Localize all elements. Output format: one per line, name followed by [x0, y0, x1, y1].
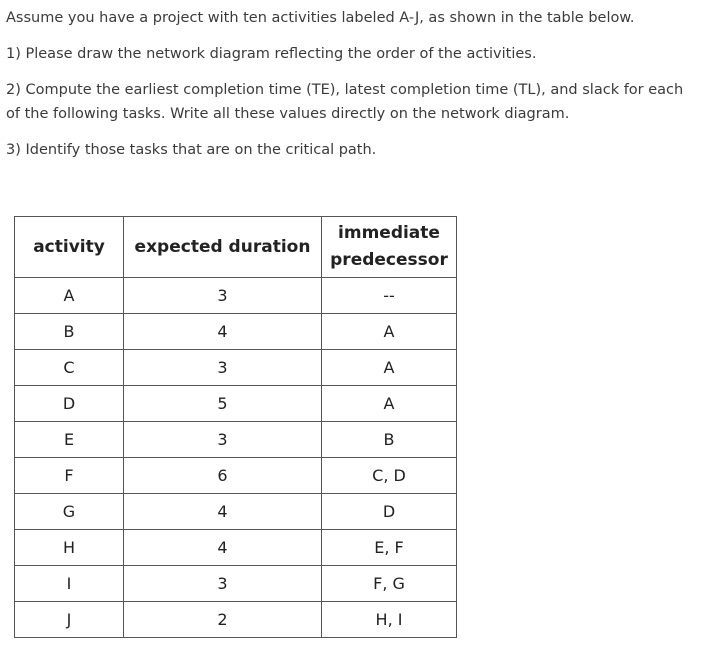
cell-activity: G: [15, 494, 124, 530]
intro-text: Assume you have a project with ten activities labeled A-J, as shown in the table below.: [6, 10, 635, 26]
table-row: [15, 278, 457, 314]
cell-activity: C: [15, 350, 124, 386]
cell-duration: 4: [124, 494, 322, 530]
cell-duration: 2: [124, 602, 322, 638]
table-row: [15, 314, 457, 350]
cell-activity: H: [15, 530, 124, 566]
cell-duration: 3: [124, 422, 322, 458]
table-row: [15, 350, 457, 386]
cell-activity: J: [15, 602, 124, 638]
cell-activity: A: [15, 278, 124, 314]
table-row: [15, 458, 457, 494]
cell-activity: D: [15, 386, 124, 422]
table-row: [15, 530, 457, 566]
question-3: 3) Identify those tasks that are on the critical path.: [6, 142, 377, 158]
cell-duration: 3: [124, 350, 322, 386]
header-predecessor-line2: predecessor: [330, 250, 448, 270]
header-immediate-predecessor: [322, 217, 457, 278]
activity-table: [14, 216, 457, 638]
table-row: [15, 422, 457, 458]
cell-predecessor: A: [322, 350, 457, 386]
cell-predecessor: C, D: [322, 458, 457, 494]
cell-duration: 4: [124, 314, 322, 350]
cell-activity: I: [15, 566, 124, 602]
cell-activity: E: [15, 422, 124, 458]
cell-duration: 3: [124, 278, 322, 314]
table-row: [15, 386, 457, 422]
header-activity: activity: [15, 217, 124, 278]
table-header-row: [15, 217, 457, 278]
cell-activity: B: [15, 314, 124, 350]
cell-predecessor: --: [322, 278, 457, 314]
cell-duration: 3: [124, 566, 322, 602]
question-1: 1) Please draw the network diagram reflecting the order of the activities.: [6, 46, 537, 62]
cell-duration: 4: [124, 530, 322, 566]
cell-predecessor: E, F: [322, 530, 457, 566]
cell-predecessor: A: [322, 314, 457, 350]
cell-predecessor: H, I: [322, 602, 457, 638]
table-row: [15, 494, 457, 530]
cell-predecessor: A: [322, 386, 457, 422]
cell-activity: F: [15, 458, 124, 494]
header-expected-duration: expected duration: [124, 217, 322, 278]
cell-predecessor: D: [322, 494, 457, 530]
cell-predecessor: B: [322, 422, 457, 458]
table-row: [15, 566, 457, 602]
header-predecessor-line1: immediate: [338, 223, 440, 243]
question-2: 2) Compute the earliest completion time (TE), latest completion time (TL), and slack for each of the following tasks. Write all these values directly on the network diagram.: [6, 82, 684, 122]
cell-predecessor: F, G: [322, 566, 457, 602]
cell-duration: 5: [124, 386, 322, 422]
cell-duration: 6: [124, 458, 322, 494]
table-row: [15, 602, 457, 638]
